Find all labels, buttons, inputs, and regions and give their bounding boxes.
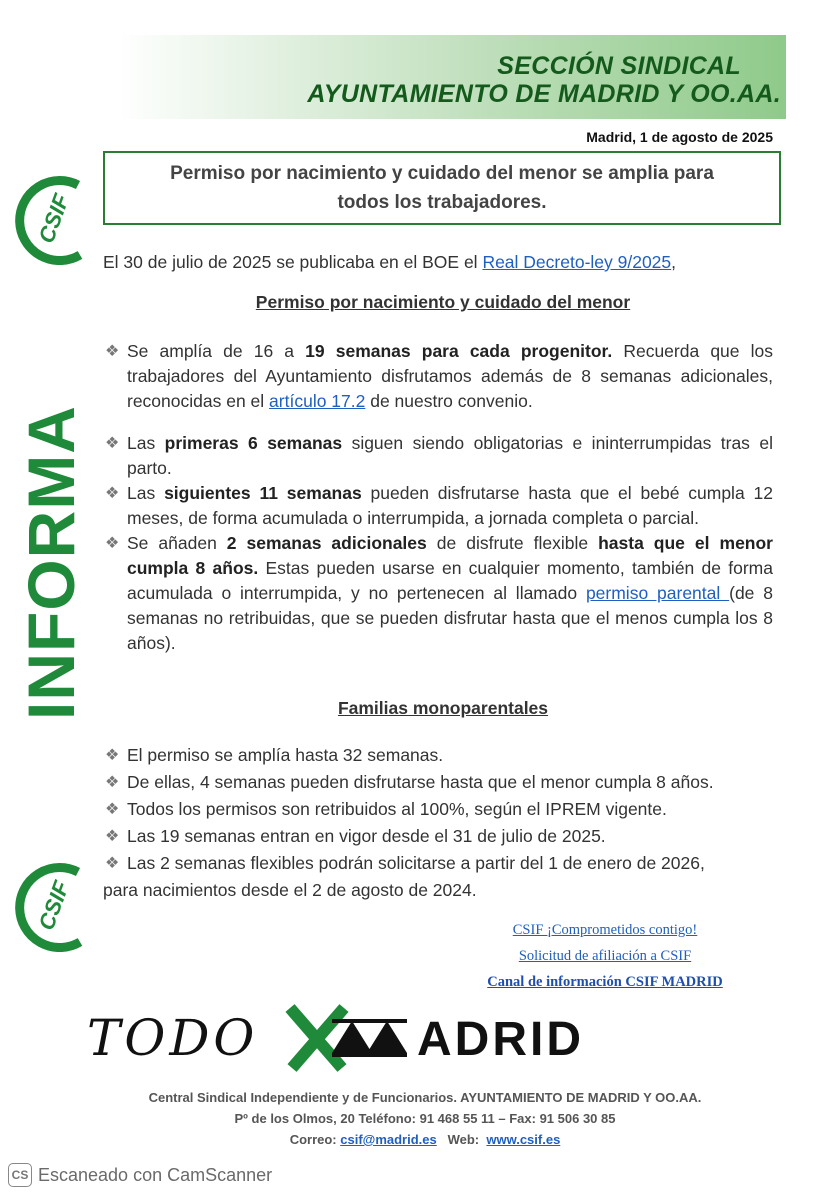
intro-text: El 30 de julio de 2025 se publicaba en el BOE el: [103, 252, 483, 272]
todo-madrid-banner-icon: [82, 1003, 732, 1073]
csif-logo-text: CSIF: [33, 877, 75, 934]
articulo-link[interactable]: artículo 17.2: [269, 391, 366, 411]
list-item: [103, 431, 773, 481]
canal-informacion-link[interactable]: Canal de información CSIF MADRID: [487, 974, 723, 990]
text: para nacimientos desde el 2 de agosto de 2024.: [103, 880, 477, 900]
text: Se amplía de 16 a: [127, 341, 306, 361]
camscanner-text: Escaneado con CamScanner: [38, 1164, 273, 1185]
document-date: Madrid, 1 de agosto de 2025: [586, 129, 773, 145]
diamond-bullet-icon: ❖: [105, 855, 120, 872]
diamond-bullet-icon: ❖: [105, 535, 120, 552]
diamond-bullet-icon: ❖: [105, 343, 120, 360]
footer-address: Pº de los Olmos, 20 Teléfono: 91 468 55 11 – Fax: 91 506 30 85: [234, 1111, 616, 1126]
text: Las 2 semanas flexibles podrán solicitarse a partir del 1 de enero de 2026,: [127, 853, 705, 873]
banner-right-text: ADRID: [417, 1013, 584, 1066]
title-box: [103, 151, 781, 225]
list-item: [103, 823, 773, 850]
text: De ellas, 4 semanas pueden disfrutarse hasta que el menor cumpla 8 años.: [127, 772, 714, 792]
intro-suffix: ,: [671, 252, 677, 272]
correo-label: Correo:: [289, 1132, 341, 1147]
bold-text: 19 semanas para cada progenitor.: [305, 341, 613, 361]
web-label: Web:: [436, 1132, 487, 1147]
section-title-monoparentales: Familias monoparentales: [337, 698, 549, 718]
text: (de 8 semanas no retribuidas, que se pueden disfrutar hasta que el menos cumpla los 8 años).: [127, 583, 773, 653]
bold-text: primeras 6 semanas: [164, 433, 343, 453]
diamond-bullet-icon: ❖: [105, 747, 120, 764]
banner-left-text: TODO: [87, 1009, 259, 1067]
text: El permiso se amplía hasta 32 semanas.: [127, 745, 444, 765]
list-item: [103, 769, 773, 796]
footer: [80, 1087, 770, 1150]
text: Las: [127, 483, 165, 503]
list-item: [103, 850, 773, 904]
intro-paragraph: [103, 250, 783, 275]
bullet-list-2: [103, 431, 773, 656]
diamond-bullet-icon: ❖: [105, 828, 120, 845]
bold-text: 2 semanas adicionales: [226, 533, 427, 553]
text: pueden disfrutarse hasta que el bebé cumpla 12 meses, de forma acumulada o interrumpida, a jornada completa o parcial.: [127, 483, 773, 528]
text: Recuerda que los trabajadores del Ayuntamiento disfrutamos además de 8 semanas adicionales, reconocidas en el: [127, 341, 773, 411]
links-block: [440, 922, 770, 1000]
permiso-parental-link[interactable]: permiso parental: [585, 583, 730, 603]
bold-text: hasta que el menor cumpla 8 años.: [127, 533, 773, 578]
list-item: [103, 531, 773, 656]
footer-contact: [80, 1129, 770, 1150]
text: de disfrute flexible: [426, 533, 599, 553]
diamond-bullet-icon: ❖: [105, 435, 120, 452]
text: Estas pueden usarse en cualquier momento, también de forma acumulada o interrumpida, y no pertenecen al llamado: [127, 558, 773, 603]
list-item: [103, 481, 773, 531]
real-decreto-link[interactable]: Real Decreto-ley 9/2025: [482, 252, 672, 272]
comprometidos-link[interactable]: CSIF ¡Comprometidos contigo!: [512, 922, 698, 938]
header-organization: AYUNTAMIENTO DE MADRID Y OO.AA.: [307, 80, 781, 108]
text: de nuestro convenio.: [365, 391, 533, 411]
text: Se añaden: [127, 533, 227, 553]
list-item: [103, 742, 773, 769]
text: Las: [127, 433, 165, 453]
csif-logo-icon: [8, 862, 96, 952]
bullet-list-3: [103, 742, 773, 904]
text: Todos los permisos son retribuidos al 100%, según el IPREM vigente.: [127, 799, 667, 819]
camscanner-icon: CS: [8, 1163, 32, 1187]
list-item: [103, 796, 773, 823]
diamond-bullet-icon: ❖: [105, 801, 120, 818]
bold-text: siguientes 11 semanas: [164, 483, 362, 503]
email-link[interactable]: csif@madrid.es: [340, 1132, 437, 1147]
document-title: Permiso por nacimiento y cuidado del menor se amplia para todos los trabajadores.: [170, 163, 714, 213]
informa-vertical-text: INFORMA: [14, 405, 88, 720]
text: Las 19 semanas entran en vigor desde el 31 de julio de 2025.: [127, 826, 606, 846]
camscanner-watermark: [8, 1163, 272, 1187]
diamond-bullet-icon: ❖: [105, 485, 120, 502]
web-link[interactable]: www.csif.es: [486, 1132, 561, 1147]
diamond-bullet-icon: ❖: [105, 774, 120, 791]
footer-organization: Central Sindical Independiente y de Funcionarios. AYUNTAMIENTO DE MADRID Y OO.AA.: [148, 1090, 702, 1105]
afiliacion-link[interactable]: Solicitud de afiliación a CSIF: [518, 948, 692, 964]
bullet-list-1: [103, 339, 773, 414]
csif-logo-icon: [8, 175, 96, 265]
csif-logo-text: CSIF: [33, 190, 75, 247]
text: siguen siendo obligatorias e ininterrumpidas tras el parto.: [127, 433, 773, 478]
list-item: [103, 339, 773, 414]
header-section-title: SECCIÓN SINDICAL: [497, 52, 741, 80]
section-title-permiso: Permiso por nacimiento y cuidado del menor: [255, 292, 631, 312]
